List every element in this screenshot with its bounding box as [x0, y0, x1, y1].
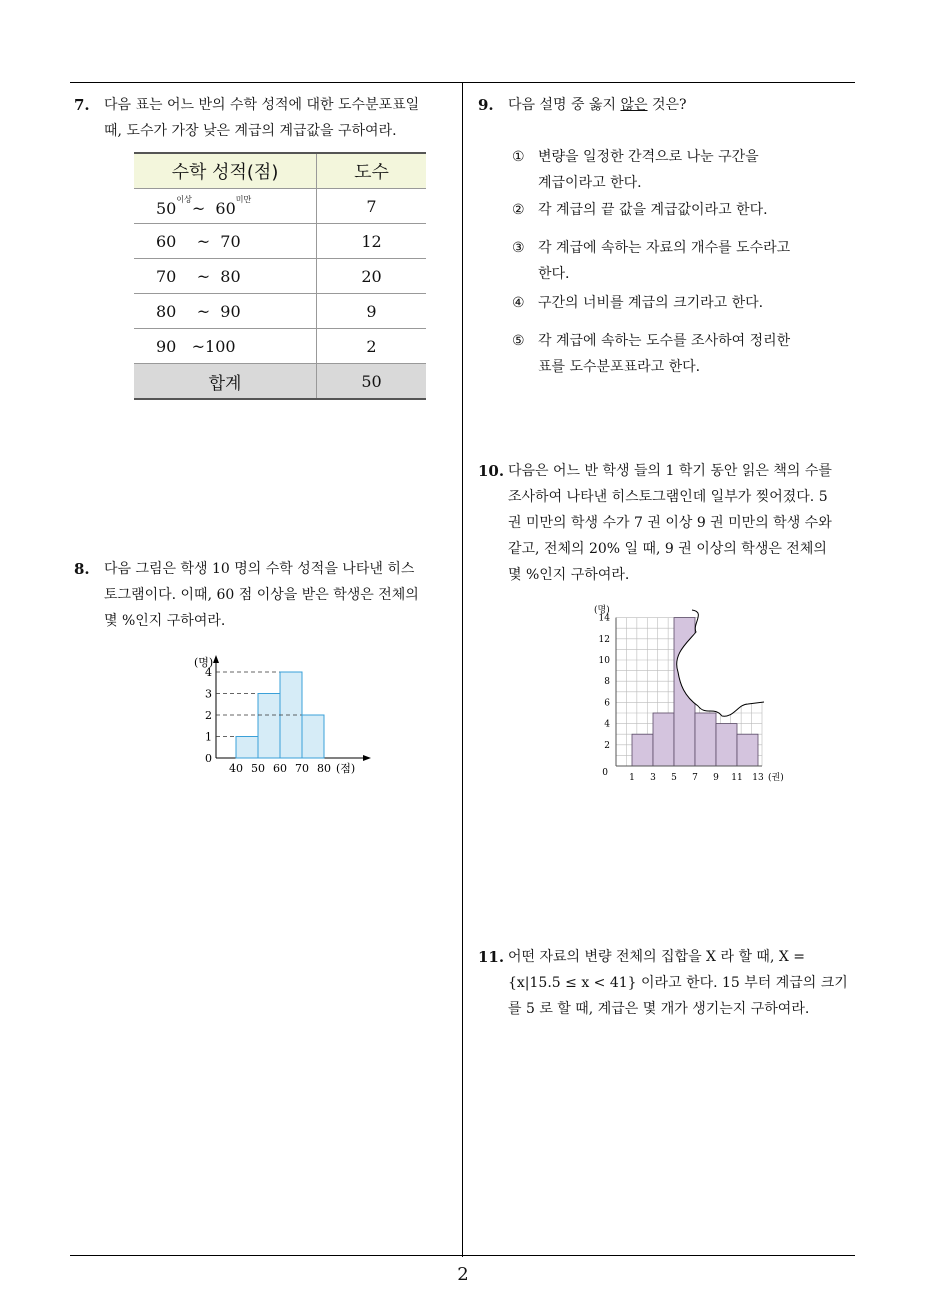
problem-8: [74, 556, 459, 636]
choice-line: 표를 도수분포표라고 한다.: [538, 359, 701, 375]
table-row: [134, 259, 426, 294]
x-tick-label: 60: [273, 762, 287, 775]
interval-sup-below: 미만: [235, 195, 252, 204]
interval-tilde: ~: [196, 231, 211, 251]
choice-mark: ②: [512, 202, 525, 218]
interval-tilde: ~: [196, 266, 211, 286]
class-interval: [134, 189, 317, 224]
problem-text: [508, 944, 848, 1022]
problem-line: 다음 표는 어느 반의 수학 성적에 대한 도수분포표일: [104, 97, 420, 113]
problem-10: [478, 458, 863, 598]
table-row: [134, 329, 426, 364]
problem-number: 10.: [478, 462, 505, 480]
y-tick-label: 0: [602, 768, 608, 778]
x-tick-label: 11: [731, 773, 743, 783]
problem-text: [508, 458, 832, 588]
problem-text: [104, 92, 419, 144]
table-row: [134, 189, 426, 224]
problem-text: [104, 556, 419, 634]
x-tick-label: 9: [713, 773, 719, 783]
problem-line: 조사하여 나타낸 히스토그램인데 일부가 찢어졌다. 5: [508, 489, 828, 505]
table-row: [134, 294, 426, 329]
y-tick-label: 1: [205, 730, 212, 744]
frequency-cell: 7: [317, 189, 427, 224]
interval-end: 90: [220, 301, 241, 321]
y-tick-label: 3: [205, 687, 212, 701]
x-tick-label: 3: [650, 773, 656, 783]
bar: [695, 713, 716, 766]
interval-start: 60: [156, 231, 177, 251]
class-interval: [134, 294, 317, 329]
problem-line: 토그램이다. 이때, 60 점 이상을 받은 학생은 전체의: [104, 587, 419, 603]
y-tick-label: 0: [205, 752, 212, 765]
choice-text: [538, 197, 768, 223]
choice-line: 계급이라고 한다.: [538, 175, 642, 191]
x-axis-arrow: [363, 755, 371, 761]
problem-line: 를 5 로 할 때, 계급은 몇 개가 생기는지 구하여라.: [508, 1001, 810, 1017]
problem-11: [478, 944, 863, 1024]
x-tick-label: 70: [295, 762, 309, 775]
x-tick-label: 7: [692, 773, 698, 783]
problem-9: [478, 92, 858, 122]
choice-text: [538, 144, 759, 196]
problem-number: 11.: [478, 948, 505, 966]
choice-mark: ⑤: [512, 333, 525, 349]
bottom-rule: [70, 1255, 855, 1256]
score-histogram: [188, 640, 373, 780]
y-tick-label: 8: [604, 677, 610, 688]
problem-line: 권 미만의 학생 수가 7 권 이상 9 권 미만의 학생 수와: [508, 515, 832, 531]
problem-number: 9.: [478, 96, 494, 114]
underlined-word: 않은: [620, 97, 648, 113]
x-tick-label: 40: [229, 762, 243, 775]
total-value: 50: [317, 364, 427, 400]
x-axis-label: (점): [336, 762, 356, 775]
class-interval: [134, 259, 317, 294]
x-tick-label: 80: [317, 762, 331, 775]
x-tick-label: 5: [671, 773, 677, 783]
table-header-row: [134, 153, 426, 189]
interval-tilde: ~: [191, 199, 206, 218]
choice-mark: ④: [512, 295, 525, 311]
bar: [737, 734, 758, 766]
class-interval: [134, 224, 317, 259]
problem-line: 다음 그림은 학생 10 명의 수학 성적을 나타낸 히스: [104, 561, 415, 577]
problem-text: [508, 92, 687, 118]
bar: [280, 672, 302, 758]
problem-7: [74, 92, 459, 152]
table-total-row: [134, 364, 426, 400]
choice-line: 각 계급에 속하는 도수를 조사하여 정리한: [538, 333, 791, 349]
bar: [632, 734, 653, 766]
y-tick-label: 10: [598, 656, 610, 666]
choice-mark: ③: [512, 240, 525, 256]
interval-start: 90: [156, 336, 177, 356]
problem-line: 어떤 자료의 변량 전체의 집합을 X 라 할 때, X =: [508, 949, 805, 965]
header-frequency: 도수: [317, 153, 427, 189]
problem-number: 8.: [74, 560, 90, 578]
y-tick-label: 12: [598, 634, 610, 645]
class-interval: [134, 329, 317, 364]
header-score: 수학 성적(점): [134, 153, 317, 189]
y-tick-label: 14: [598, 613, 610, 624]
frequency-cell: 2: [317, 329, 427, 364]
problem-line: 같고, 전체의 20% 일 때, 9 권 이상의 학생은 전체의: [508, 541, 827, 557]
y-axis-arrow: [213, 655, 219, 663]
problem-line: 몇 %인지 구하여라.: [104, 613, 226, 629]
bar: [236, 737, 258, 759]
choice-text: [538, 328, 790, 380]
choice-line: 한다.: [538, 266, 570, 282]
problem-line: {x|15.5 ≤ x < 41} 이라고 한다. 15 부터 계급의 크기: [508, 975, 848, 991]
interval-sup-above: 이상: [176, 195, 192, 204]
frequency-cell: 9: [317, 294, 427, 329]
bar: [653, 713, 674, 766]
y-axis-label: (명): [594, 605, 610, 616]
frequency-cell: 12: [317, 224, 427, 259]
choice-text: [538, 290, 763, 316]
problem-number: 7.: [74, 96, 90, 114]
interval-end: 80: [220, 266, 241, 286]
y-tick-label: 6: [604, 698, 610, 709]
x-tick-label: 13: [752, 773, 764, 783]
total-label: 합계: [134, 364, 317, 400]
x-axis-label: (권): [768, 773, 784, 783]
problem-line: 몇 %인지 구하여라.: [508, 567, 630, 583]
choice-mark: ①: [512, 149, 525, 165]
y-tick-label: 4: [604, 719, 610, 730]
page-number: 2: [457, 1264, 469, 1285]
frequency-cell: 20: [317, 259, 427, 294]
bar: [258, 694, 280, 759]
problem-line: [508, 92, 687, 118]
text-before: 다음 설명 중 옳지: [508, 97, 621, 113]
choice-line: 각 계급에 속하는 자료의 개수를 도수라고: [538, 240, 791, 256]
problem-line: 다음은 어느 반 학생 들의 1 학기 동안 읽은 책의 수를: [508, 463, 832, 479]
column-divider: [462, 82, 463, 1257]
y-tick-label: 4: [205, 666, 212, 679]
problem-line: 때, 도수가 가장 낮은 계급의 계급값을 구하여라.: [104, 123, 397, 139]
interval-start: 70: [156, 266, 177, 286]
y-axis-label: (명): [194, 656, 214, 669]
choice-line: 각 계급의 끝 값을 계급값이라고 한다.: [538, 202, 768, 218]
interval-tilde: ~: [196, 301, 211, 321]
interval-end: 60: [215, 199, 236, 218]
bar: [716, 724, 737, 766]
interval-start: 80: [156, 301, 177, 321]
choice-line: 구간의 너비를 계급의 크기라고 한다.: [538, 295, 764, 311]
choice-line: 변량을 일정한 간격으로 나눈 구간을: [538, 149, 759, 165]
text-after: 것은?: [647, 97, 687, 113]
interval-end: 70: [220, 231, 241, 251]
y-tick-label: 2: [604, 740, 610, 751]
table-row: [134, 224, 426, 259]
interval-tilde: ~100: [191, 336, 236, 356]
x-tick-label: 1: [629, 773, 635, 783]
y-tick-label: 2: [205, 709, 212, 722]
bar: [302, 715, 324, 758]
x-tick-label: 50: [251, 762, 265, 775]
interval-start: 50: [156, 199, 177, 218]
choice-text: [538, 235, 790, 287]
frequency-table: [134, 152, 426, 400]
book-histogram: [588, 598, 784, 788]
